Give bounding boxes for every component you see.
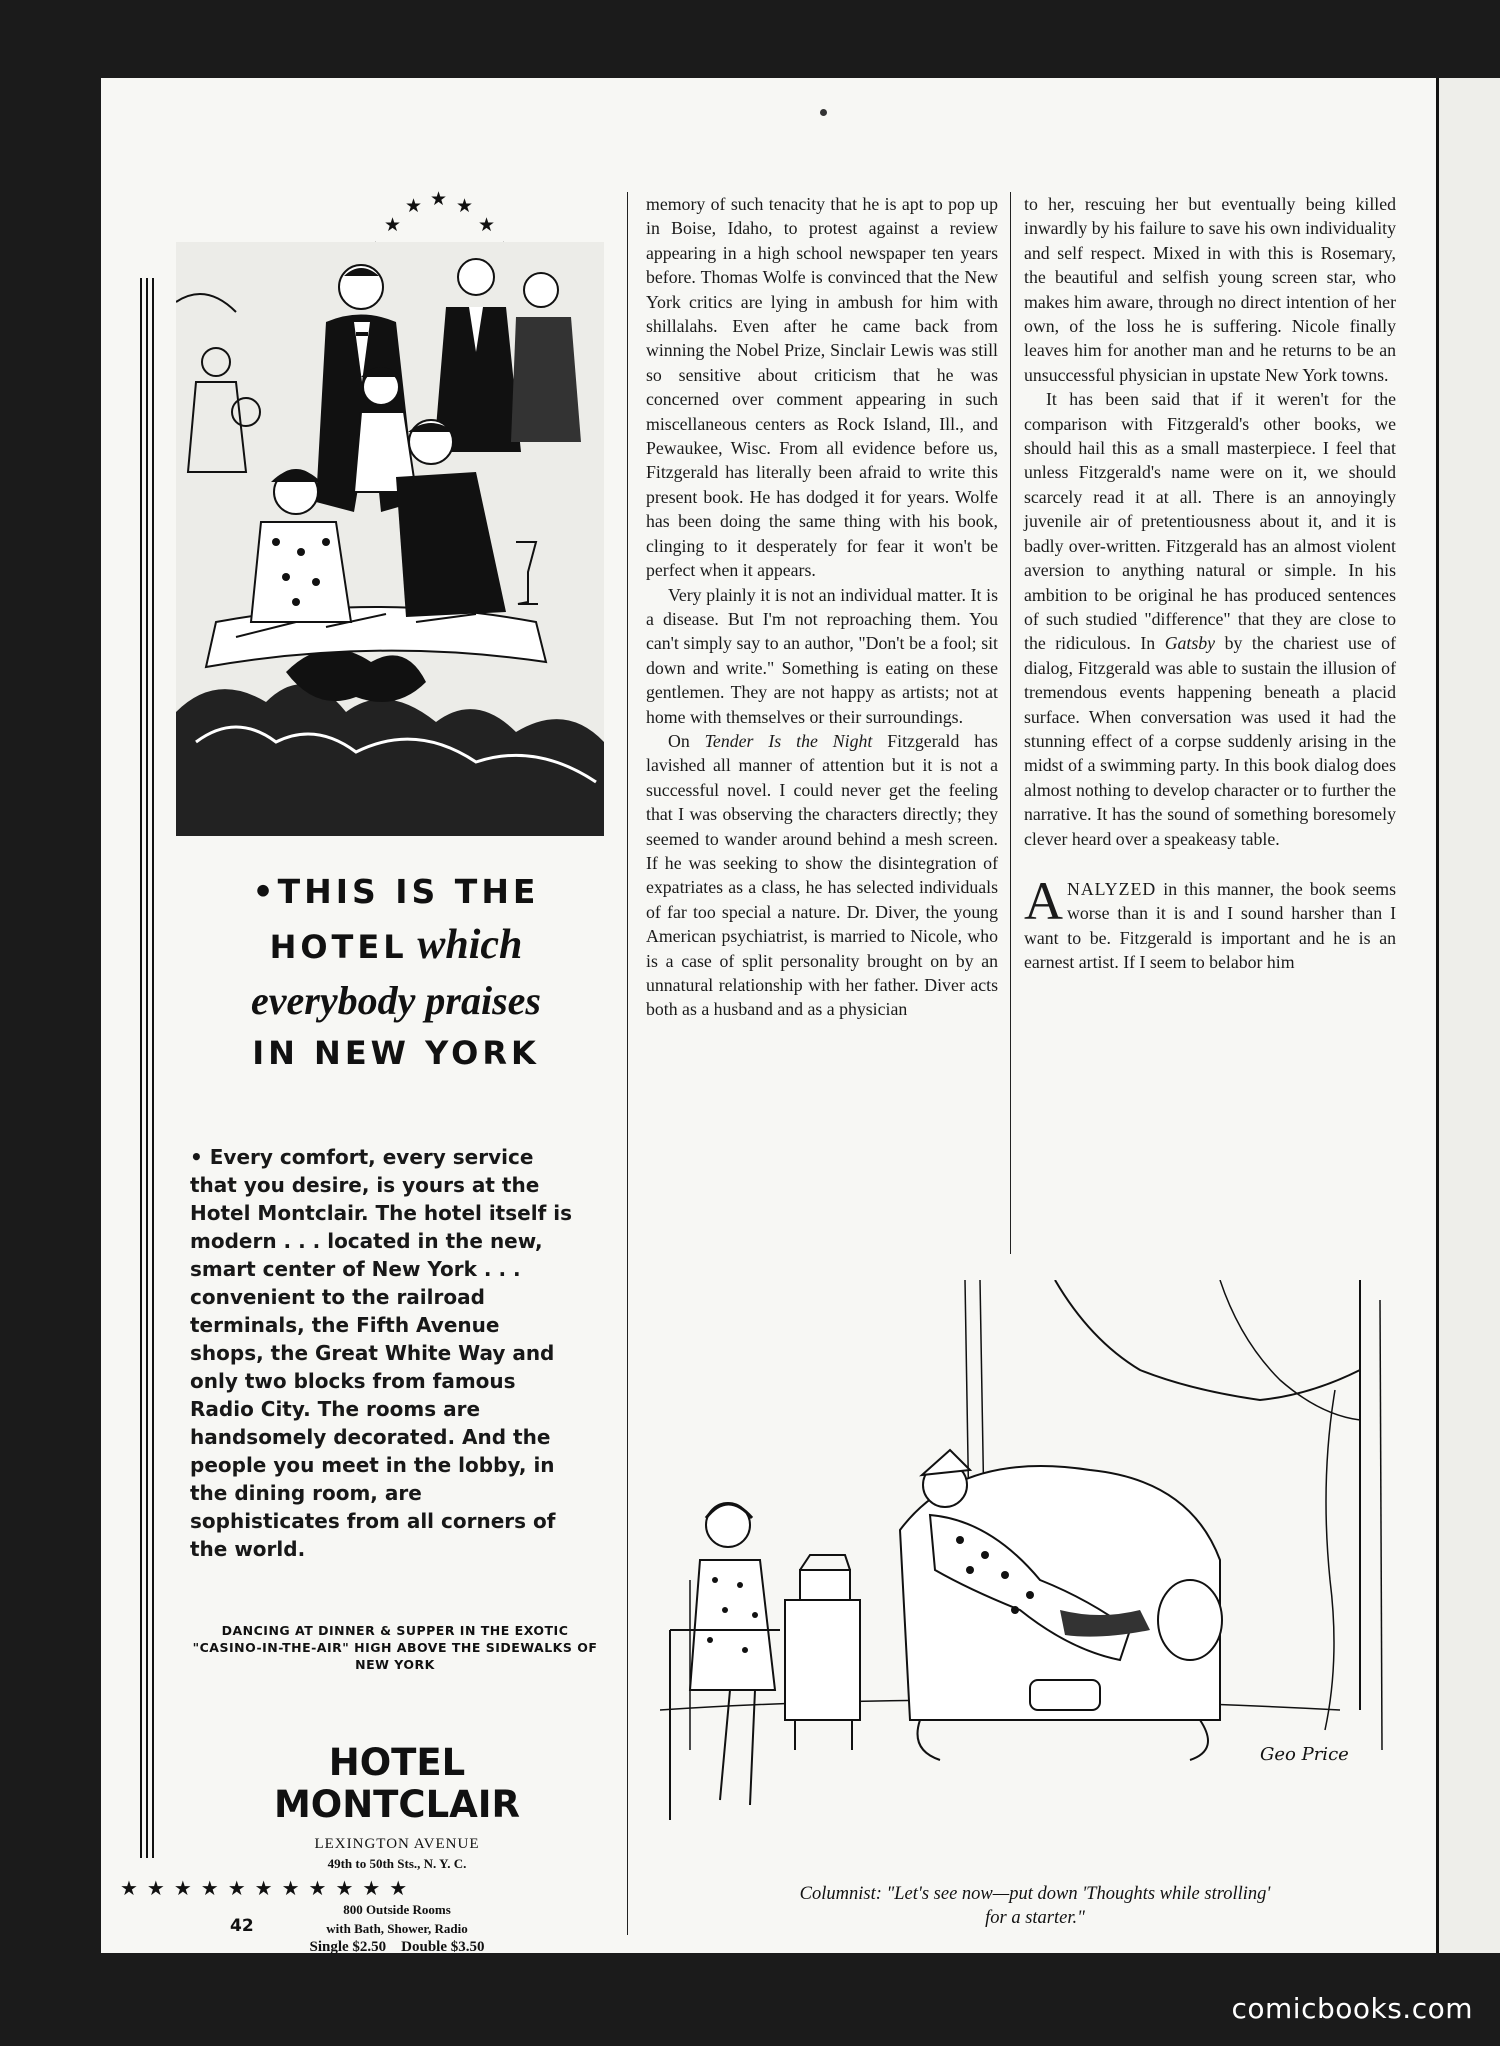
paragraph: to her, rescuing her but eventually being killed inwardly by his failure to save his own individuality and self respect. Mixed in with this is Rosemary, the beautiful and selfish young screen star, who makes him aware, through no direct intention of her own, of the loss he is suffering. Nicole finally leaves him for another man and he returns to be an unsuccessful physician in upstate New York towns. [1024, 194, 1396, 385]
hotel-name [190, 1742, 604, 1826]
rates-rooms: 800 Outside Rooms [343, 1902, 451, 1917]
drop-cap: A [1024, 870, 1063, 931]
text-run: On [668, 730, 705, 751]
bottom-star-row: ★★★★★★★★★★★ [120, 1876, 417, 1900]
caption-line-2: for a starter." [985, 1908, 1085, 1928]
book-title: Gatsby [1164, 633, 1216, 654]
adjacent-page-edge [1436, 78, 1500, 1953]
page-mark [820, 109, 827, 116]
text-run: in this manner, the book seems worse than it is and I sound harsher than I want to be. Fitzgerald is important and he is an earnest artist. If I seem to belabor him [1024, 878, 1396, 973]
star-icon: ★ [456, 195, 474, 217]
article-column-2 [1024, 192, 1396, 975]
article-column-1 [646, 192, 998, 1022]
caption-line-1: Columnist: "Let's see now—put down 'Thoughts while strolling' [799, 1884, 1271, 1904]
star-icon: ★ [430, 188, 448, 210]
paragraph: Very plainly it is not an individual matter. It is a disease. But I'm not reproaching them. You can't simply say to an author, "Don't be a fool; sit down and write." Something is eating on these gentlemen. They are not happy as artists; not at home with themselves or their surroundings. [646, 584, 998, 727]
rates-prices: Single $2.50 Double $3.50 [309, 1939, 485, 1955]
column-rule [627, 192, 628, 1935]
headline-line-1: •THIS IS THE [252, 872, 540, 911]
hotel-address [190, 1834, 604, 1874]
paragraph [1024, 387, 1396, 851]
text-run: by the chariest use of dialog, Fitzgerald was able to sustain the illusion of tremendous events happening beneath a placid surface. When conversation was used it had the stunning effect of a corpse suddenly arising in the midst of a swimming party. In this book dialog does almost nothing to develop character or to further the narrative. It has the sound of something boresomely clever heard over a speakeasy table. [1024, 633, 1396, 849]
star-icon: ★ [405, 195, 423, 217]
cartoon-illustration [660, 1280, 1410, 1850]
headline-which: which [417, 922, 523, 968]
headline-line-4: IN NEW YORK [252, 1034, 540, 1072]
book-title: Tender Is the Night [704, 730, 873, 751]
address-streets: 49th to 50th Sts., N. Y. C. [327, 1856, 467, 1871]
ad-dancing-note: DANCING AT DINNER & SUPPER IN THE EXOTIC "CASINO-IN-THE-AIR" HIGH ABOVE THE SIDEWALKS OF NEW YORK [192, 1623, 598, 1672]
hotel-name-line-1: HOTEL [328, 1741, 466, 1784]
ad-headline [176, 872, 616, 1072]
text-run: It has been said that if it weren't for the comparison with Fitzgerald's other books, we should hail this as a small masterpiece. I feel that unless Fitzgerald's name were on it, we should scarcely read it at all. There is an annoyingly juvenile air of pretentiousness about it, and it is badly over-written. Fitzgerald has an almost violent aversion to anything natural or simple. In his ambition to be original he has produced sentences of such studied "difference" that they are close to the ridiculous. In [1024, 389, 1396, 654]
star-icon: ★ [478, 214, 496, 236]
dining-scene-illustration [176, 242, 604, 836]
headline-hotel: HOTEL [269, 928, 408, 966]
ad-body-copy: • Every comfort, every service that you desire, is yours at the Hotel Montclair. The hotel itself is modern . . . located in the new, smart center of New York . . . convenient to the railroad terminals, the Fifth Avenue shops, the Great White Way and only two blocks from famous Radio City. The rooms are handsomely decorated. And the people you meet in the lobby, in the dining room, are sophisticates from all corners of the world. [190, 1145, 572, 1561]
small-caps-lead: NALYZED [1067, 878, 1157, 899]
page-number: 42 [230, 1916, 254, 1936]
column-rule [1010, 192, 1011, 1254]
hotel-name-line-2: MONTCLAIR [273, 1783, 521, 1826]
cartoon-signature: Geo Price [1260, 1744, 1349, 1765]
site-watermark: comicbooks.com [1231, 1992, 1473, 2025]
ad-border-rail [140, 278, 154, 1858]
paragraph [1024, 870, 1396, 975]
star-icon: ★ [384, 214, 402, 236]
text-run: Fitzgerald has lavished all manner of attention but it is not a successful novel. I could never get the feeling that I was observing the characters directly; they seemed to wander around behind a mesh screen. If he was seeking to show the disintegration of expatriates as a class, he has selected individuals of far too special a nature. Dr. Diver, the young American psychiatrist, is married to Nicole, who is a case of split personality brought on by an unnatural relationship with her father. Diver acts both as a husband and as a physician [646, 730, 998, 1020]
address-street: LEXINGTON AVENUE [314, 1836, 480, 1852]
headline-line-2 [176, 921, 616, 969]
headline-line-3: everybody praises [251, 978, 541, 1023]
rates-amenities: with Bath, Shower, Radio [326, 1921, 468, 1936]
paragraph [646, 729, 998, 1022]
paragraph: memory of such tenacity that he is apt to pop up in Boise, Idaho, to protest against a review appearing in a high school newspaper ten years before. Thomas Wolfe is convinced that the New York critics are lying in ambush for him with shillalahs. Even after he came back from winning the Nobel Prize, Sinclair Lewis was still so sensitive about criticism that he was concerned over comment appearing in such miscellaneous centers as Rock Island, Ill., and Pewaukee, Wisc. From all evidence before us, Fitzgerald has literally been afraid to write this present book. He has dodged it for years. Wolfe has been doing the same thing with his book, clinging to it desperately for fear it won't be perfect when it appears. [646, 194, 998, 581]
cartoon-caption [660, 1882, 1410, 1930]
